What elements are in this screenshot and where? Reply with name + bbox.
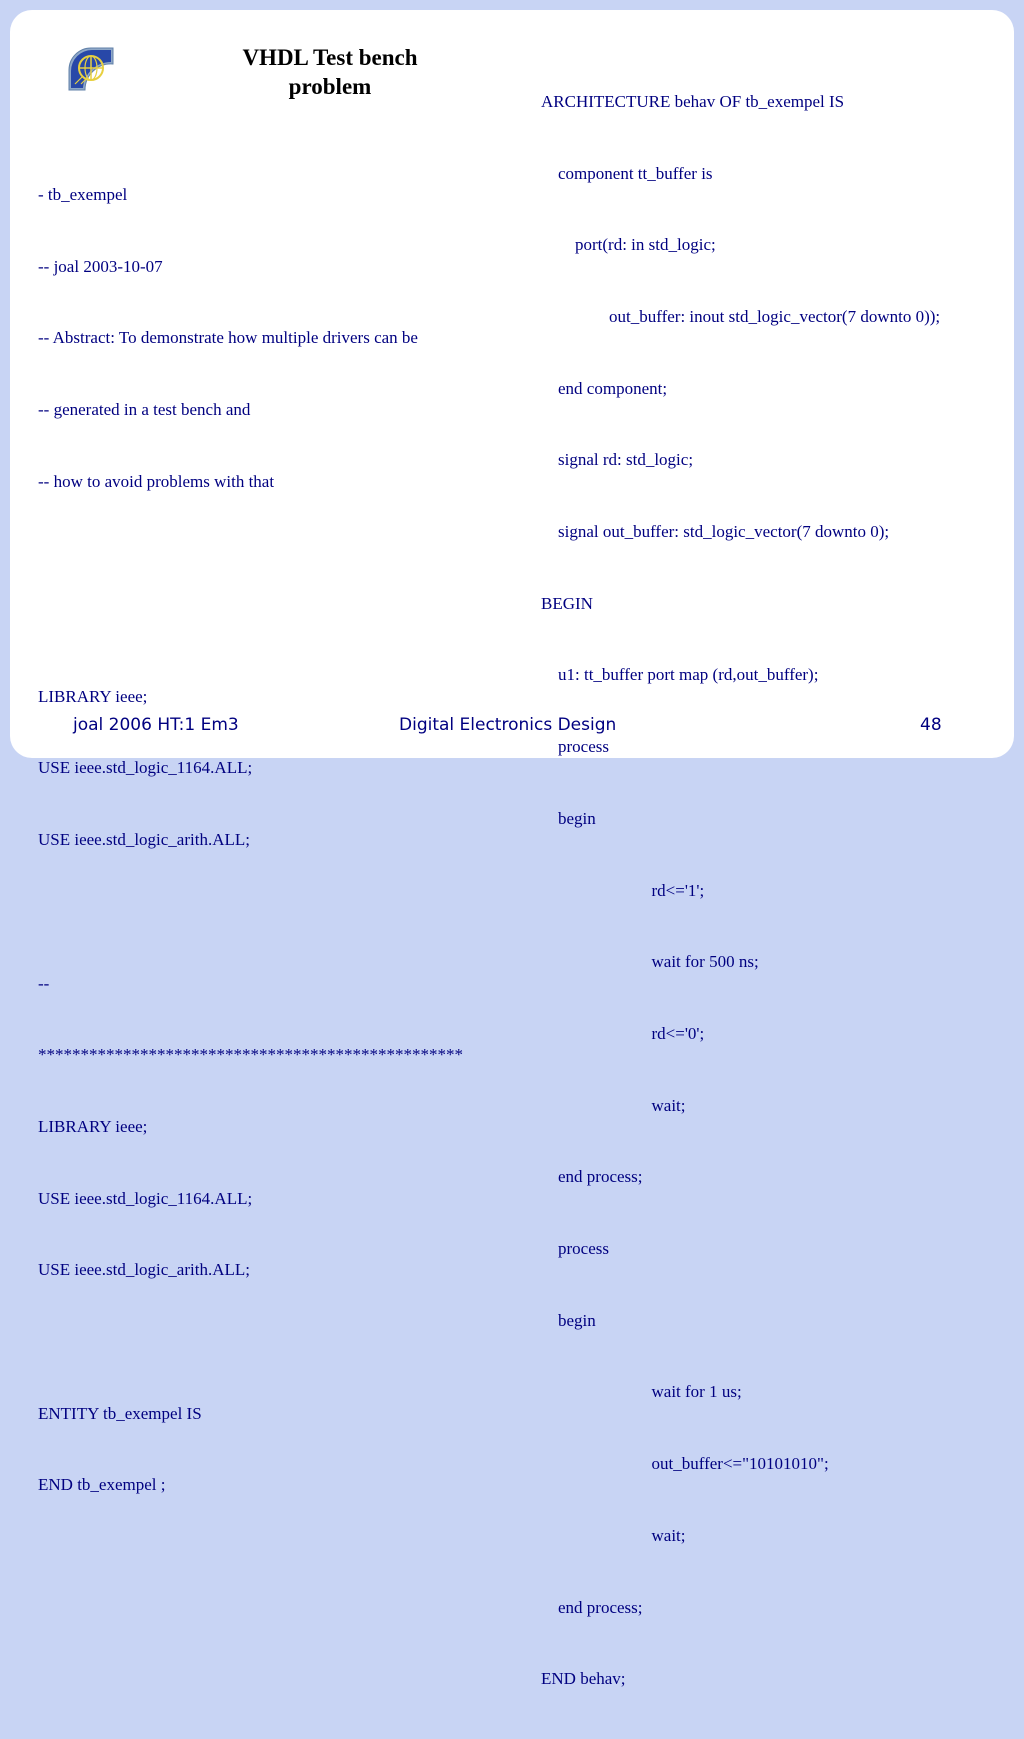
code-line: -- Abstract: To demonstrate how multiple drivers can be [38,328,418,348]
code-line: LIBRARY ieee; [38,686,148,706]
code-line [38,900,518,924]
right-code-block [541,42,1011,1739]
code-line: END behav; [541,1669,626,1689]
code-line: process [541,1239,609,1259]
code-line: begin [541,1310,596,1330]
code-line: process [541,737,609,757]
code-line: -- how to avoid problems with that [38,471,275,491]
code-line: USE ieee.std_logic_1164.ALL; [38,758,253,778]
code-line: begin [541,808,596,828]
code-line: wait for 1 us; [541,1382,742,1402]
footer-course-title: Digital Electronics Design [399,715,617,735]
page-title [210,43,450,101]
code-line: end component; [541,378,668,398]
code-line: signal rd: std_logic; [541,450,694,470]
code-line: wait; [541,1095,686,1115]
code-line: BEGIN [541,593,593,613]
footer-author: joal 2006 HT:1 Em3 [73,715,239,735]
code-line: USE ieee.std_logic_1164.ALL; [38,1188,253,1208]
logo-graphic [65,44,117,94]
code-line: rd<='0'; [541,1023,705,1043]
code-line: component tt_buffer is [541,163,713,183]
code-line: ARCHITECTURE behav OF tb_exempel IS [541,91,845,111]
code-line: end process; [541,1597,643,1617]
code-line: wait; [541,1525,686,1545]
code-line [38,613,518,637]
page-number: 48 [920,715,942,735]
code-line: u1: tt_buffer port map (rd,out_buffer); [541,665,819,685]
slide [10,10,1014,1689]
code-line: ************************************************** [38,1045,463,1065]
code-line: -- generated in a test bench and [38,399,251,419]
code-line: LIBRARY ieee; [38,1116,148,1136]
code-line: USE ieee.std_logic_arith.ALL; [38,1260,250,1280]
title-line-2: problem [288,74,372,99]
code-line: ENTITY tb_exempel IS [38,1403,202,1423]
code-line: USE ieee.std_logic_arith.ALL; [38,830,250,850]
university-seal-icon [65,44,117,94]
code-line: -- joal 2003-10-07 [38,256,163,276]
code-line: rd<='1'; [541,880,705,900]
code-line [38,1330,518,1354]
title-line-1: VHDL Test bench [242,45,418,70]
code-line: wait for 500 ns; [541,952,759,972]
code-line: out_buffer<="10101010"; [541,1454,829,1474]
code-line: out_buffer: inout std_logic_vector(7 downto 0)); [541,306,941,326]
code-line: signal out_buffer: std_logic_vector(7 downto 0); [541,522,890,542]
code-line [38,541,518,565]
left-code-block [38,135,518,1545]
code-line: port(rd: in std_logic; [541,235,716,255]
code-line: end process; [541,1167,643,1187]
code-line: END tb_exempel ; [38,1475,166,1495]
code-line: -- [38,973,50,993]
code-line: - tb_exempel [38,184,128,204]
